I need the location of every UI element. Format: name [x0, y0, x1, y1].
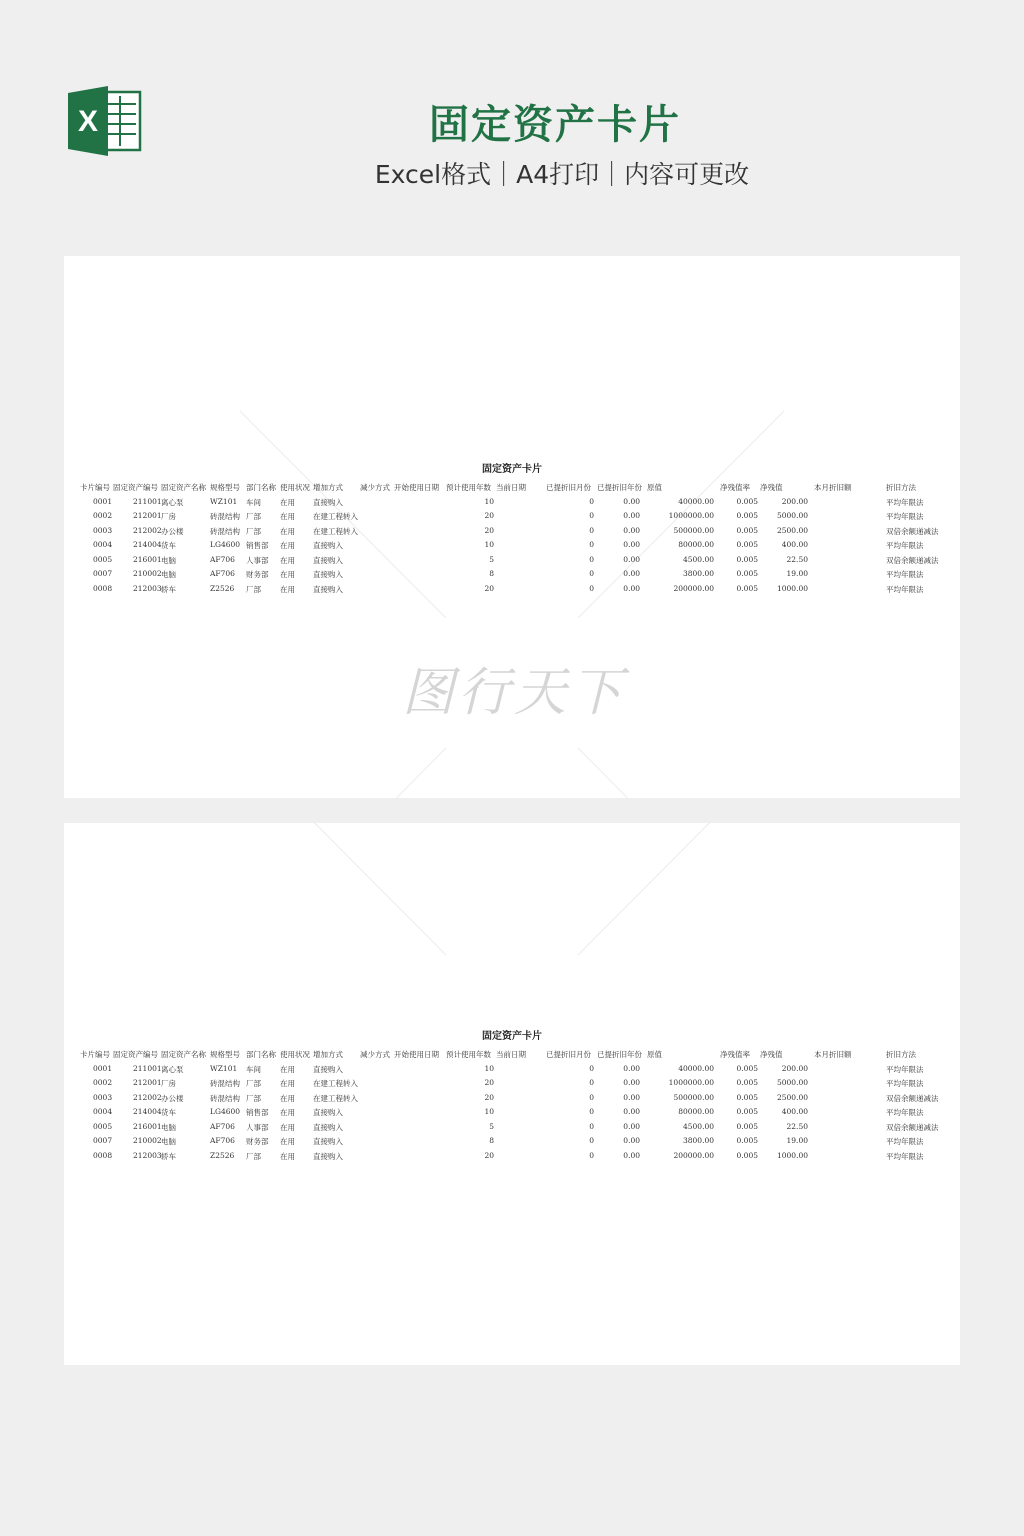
table-cell: 20 [484, 1092, 494, 1102]
column-header: 净残值 [760, 1050, 783, 1059]
table-cell: 0.00 [623, 1092, 640, 1102]
table-cell: 电脑 [161, 1137, 176, 1146]
column-header: 固定资产编号 [113, 483, 158, 492]
table-cell: 0.00 [623, 569, 640, 578]
table-cell: 直接购入 [313, 1108, 343, 1117]
table-cell: 10 [484, 1107, 494, 1116]
table-cell: 0.005 [736, 540, 758, 549]
table-cell: 0004 [93, 540, 113, 549]
table-cell: 直接购入 [313, 541, 343, 550]
table-cell: 轿车 [161, 584, 176, 594]
sheet-title: 固定资产卡片 [482, 464, 542, 475]
table-cell: Z2526 [210, 583, 235, 593]
table-cell: 办公楼 [161, 1093, 184, 1103]
table-cell: 平均年限法 [886, 1108, 924, 1117]
table-cell: 平均年限法 [886, 584, 924, 594]
table-cell: 0 [589, 496, 594, 506]
table-cell: 平均年限法 [886, 1137, 924, 1146]
table-cell: 0.005 [736, 525, 758, 535]
table-cell: 双倍余额递减法 [886, 526, 939, 536]
table-cell: 20 [484, 511, 494, 520]
table-cell: 平均年限法 [886, 497, 924, 507]
table-cell: 4500.00 [682, 554, 714, 564]
table-cell: 人事部 [246, 555, 269, 565]
table-cell: 砖混结构 [210, 512, 240, 521]
table-cell: 19.00 [786, 569, 808, 578]
table-cell: 0002 [93, 1078, 113, 1087]
table-cell: 0.005 [736, 583, 758, 593]
table-cell: 10 [484, 540, 494, 549]
column-header: 本月折旧额 [814, 1050, 852, 1059]
table-cell: 厂部 [246, 1151, 261, 1161]
column-header: 使用状况 [280, 1050, 310, 1059]
column-header: 固定资产编号 [113, 1050, 158, 1059]
column-header: 原值 [647, 1050, 662, 1059]
column-header: 规格型号 [210, 1050, 240, 1059]
table-cell: 在用 [280, 1137, 295, 1146]
table-cell: 210002 [133, 569, 162, 578]
table-cell: 双倍余额递减法 [886, 1093, 939, 1103]
table-cell: 在建工程转入 [313, 512, 358, 521]
watermark-lines [64, 823, 960, 1365]
table-cell: 在用 [280, 526, 295, 536]
table-cell: 5 [489, 554, 494, 564]
column-header: 已提折旧年份 [597, 1050, 642, 1059]
table-cell: 0 [589, 525, 594, 535]
table-cell: AF706 [210, 554, 235, 564]
table-cell: 财务部 [246, 570, 269, 579]
table-cell: 厂房 [161, 1079, 176, 1088]
table-cell: 20 [484, 1078, 494, 1087]
table-cell: 200.00 [781, 496, 808, 506]
table-cell: 5 [489, 1121, 494, 1131]
table-cell: 214004 [133, 540, 162, 549]
table-cell: 1000000.00 [668, 511, 714, 520]
table-cell: 轿车 [161, 1151, 176, 1161]
table-cell: 货车 [161, 1108, 176, 1117]
table-cell: 0.00 [623, 554, 640, 564]
table-cell: 0.005 [736, 554, 758, 564]
table-cell: 0.00 [623, 583, 640, 593]
table-cell: 10 [484, 496, 494, 506]
watermark-text: 图行天下 [401, 663, 626, 723]
table-cell: 双倍余额递减法 [886, 555, 939, 565]
table-cell: 80000.00 [678, 540, 714, 549]
column-header: 开始使用日期 [394, 1050, 439, 1059]
table-cell: 厂房 [161, 512, 176, 521]
table-cell: 200000.00 [673, 1150, 714, 1160]
table-cell: 直接购入 [313, 1122, 343, 1132]
column-header: 当前日期 [496, 483, 526, 492]
table-cell: 在建工程转入 [313, 526, 358, 536]
table-cell: 0005 [93, 554, 113, 564]
table-cell: 0.005 [736, 1121, 758, 1131]
table-cell: 40000.00 [678, 1063, 714, 1073]
table-cell: 直接购入 [313, 570, 343, 579]
table-cell: 0 [589, 1092, 594, 1102]
table-cell: 在用 [280, 541, 295, 550]
table-cell: 车间 [246, 1064, 261, 1074]
sheet-title: 固定资产卡片 [482, 1031, 542, 1042]
table-cell: 在用 [280, 1122, 295, 1132]
table-cell: 电脑 [161, 555, 176, 565]
table-cell: 212003 [133, 1150, 162, 1160]
table-cell: 直接购入 [313, 584, 343, 594]
table-cell: 0.005 [736, 1150, 758, 1160]
table-cell: 直接购入 [313, 1151, 343, 1161]
table-cell: 在用 [280, 512, 295, 521]
table-cell: 212001 [133, 1078, 162, 1087]
sheet-preview-1 [64, 256, 960, 798]
table-cell: 0001 [93, 1063, 113, 1073]
column-header: 预计使用年数 [446, 1050, 491, 1059]
table-cell: 厂部 [246, 512, 261, 521]
table-cell: 80000.00 [678, 1107, 714, 1116]
table-cell: 212002 [133, 525, 162, 535]
table-cell: 0.00 [623, 1107, 640, 1116]
column-header: 已提折旧年份 [597, 483, 642, 492]
table-cell: 0.00 [623, 1078, 640, 1087]
table-cell: AF706 [210, 1136, 235, 1145]
table-cell: 在用 [280, 1093, 295, 1103]
table-cell: WZ101 [210, 496, 238, 506]
table-cell: 40000.00 [678, 496, 714, 506]
table-cell: AF706 [210, 1121, 235, 1131]
table-cell: 0005 [93, 1121, 113, 1131]
page-subtitle: Excel格式｜A4打印｜内容可更改 [374, 160, 750, 189]
table-cell: WZ101 [210, 1063, 238, 1073]
table-cell: 在用 [280, 570, 295, 579]
column-header: 卡片编号 [80, 483, 110, 492]
table-cell: LG4600 [210, 540, 241, 549]
table-cell: 平均年限法 [886, 1064, 924, 1074]
table-cell: 平均年限法 [886, 570, 924, 579]
table-cell: 直接购入 [313, 497, 343, 507]
table-cell: 212001 [133, 511, 162, 520]
column-header: 已提折旧月份 [546, 483, 591, 492]
table-cell: 200000.00 [673, 583, 714, 593]
table-cell: 平均年限法 [886, 1151, 924, 1161]
column-header: 折旧方法 [886, 483, 916, 492]
table-cell: 办公楼 [161, 526, 184, 536]
page-title: 固定资产卡片 [429, 102, 681, 148]
table-cell: 200.00 [781, 1063, 808, 1073]
table-cell: 直接购入 [313, 1137, 343, 1146]
table-cell: 在用 [280, 555, 295, 565]
table-cell: 0.00 [623, 1063, 640, 1073]
table-cell: 0007 [93, 569, 113, 578]
column-header: 开始使用日期 [394, 483, 439, 492]
column-header: 增加方式 [313, 1050, 343, 1059]
table-cell: 在用 [280, 1151, 295, 1161]
table-cell: 211001 [133, 1063, 162, 1073]
table-cell: 0.00 [623, 496, 640, 506]
table-cell: 0.00 [623, 540, 640, 549]
table-cell: 砖混结构 [210, 526, 240, 536]
table-cell: 0008 [93, 1150, 113, 1160]
column-header: 原值 [647, 483, 662, 492]
table-cell: 210002 [133, 1136, 162, 1145]
table-cell: 0.00 [623, 1136, 640, 1145]
table-cell: 离心泵 [161, 497, 184, 507]
table-cell: 20 [484, 583, 494, 593]
table-cell: 0 [589, 1121, 594, 1131]
table-cell: 0.005 [736, 1063, 758, 1073]
table-cell: 电脑 [161, 1122, 176, 1132]
table-cell: 8 [489, 1136, 494, 1145]
column-header: 使用状况 [280, 483, 310, 492]
table-cell: 22.50 [786, 554, 808, 564]
table-cell: 3800.00 [682, 1136, 714, 1145]
table-cell: 在建工程转入 [313, 1093, 358, 1103]
table-cell: 0.00 [623, 1121, 640, 1131]
column-header: 减少方式 [360, 483, 390, 492]
column-header: 本月折旧额 [814, 483, 852, 492]
table-cell: 0 [589, 1063, 594, 1073]
table-cell: 1000000.00 [668, 1078, 714, 1087]
table-cell: LG4600 [210, 1107, 241, 1116]
table-cell: 2500.00 [776, 525, 808, 535]
table-cell: 0.005 [736, 569, 758, 578]
table-cell: 销售部 [246, 1108, 269, 1117]
column-header: 折旧方法 [886, 1050, 916, 1059]
table-cell: 10 [484, 1063, 494, 1073]
table-cell: 5000.00 [776, 1078, 808, 1087]
table-cell: 500000.00 [673, 525, 714, 535]
table-cell: 平均年限法 [886, 1079, 924, 1088]
table-cell: 货车 [161, 541, 176, 550]
table-cell: 0.005 [736, 1092, 758, 1102]
table-cell: 厂部 [246, 1079, 261, 1088]
table-cell: 0001 [93, 496, 113, 506]
column-header: 固定资产名称 [161, 483, 206, 492]
table-cell: 216001 [133, 1121, 162, 1131]
table-cell: 离心泵 [161, 1064, 184, 1074]
table-cell: 人事部 [246, 1122, 269, 1132]
column-header: 净残值率 [720, 1050, 750, 1059]
sheet-preview-2 [64, 823, 960, 1365]
table-cell: 平均年限法 [886, 541, 924, 550]
table-cell: 20 [484, 525, 494, 535]
table-cell: 砖混结构 [210, 1093, 240, 1103]
table-cell: 20 [484, 1150, 494, 1160]
table-cell: 400.00 [781, 540, 808, 549]
column-header: 净残值 [760, 483, 783, 492]
table-cell: 厂部 [246, 1093, 261, 1103]
table-cell: 0.005 [736, 496, 758, 506]
column-header: 固定资产名称 [161, 1050, 206, 1059]
table-cell: 厂部 [246, 584, 261, 594]
table-cell: 3800.00 [682, 569, 714, 578]
table-cell: 0002 [93, 511, 113, 520]
table-cell: 在用 [280, 1108, 295, 1117]
table-cell: 0004 [93, 1107, 113, 1116]
table-cell: 1000.00 [776, 1150, 808, 1160]
table-cell: 电脑 [161, 570, 176, 579]
table-cell: 214004 [133, 1107, 162, 1116]
table-cell: 厂部 [246, 526, 261, 536]
table-cell: 0008 [93, 583, 113, 593]
table-cell: 直接购入 [313, 555, 343, 565]
svg-text:X: X [77, 105, 99, 138]
table-cell: 在用 [280, 497, 295, 507]
table-cell: 0007 [93, 1136, 113, 1145]
table-cell: 0 [589, 583, 594, 593]
table-cell: 0003 [93, 1092, 113, 1102]
table-cell: 400.00 [781, 1107, 808, 1116]
column-header: 部门名称 [246, 483, 276, 492]
table-cell: 211001 [133, 496, 162, 506]
table-cell: 双倍余额递减法 [886, 1122, 939, 1132]
column-header: 增加方式 [313, 483, 343, 492]
table-cell: 4500.00 [682, 1121, 714, 1131]
column-header: 已提折旧月份 [546, 1050, 591, 1059]
table-cell: 砖混结构 [210, 1079, 240, 1088]
table-cell: Z2526 [210, 1150, 235, 1160]
table-cell: 0.005 [736, 511, 758, 520]
column-header: 当前日期 [496, 1050, 526, 1059]
table-cell: 直接购入 [313, 1064, 343, 1074]
table-cell: 0 [589, 1107, 594, 1116]
table-cell: 0 [589, 569, 594, 578]
table-cell: 0.00 [623, 525, 640, 535]
table-cell: 0 [589, 554, 594, 564]
table-cell: 0.00 [623, 1150, 640, 1160]
table-cell: 22.50 [786, 1121, 808, 1131]
table-cell: 8 [489, 569, 494, 578]
table-cell: 0003 [93, 525, 113, 535]
table-cell: 0.005 [736, 1078, 758, 1087]
table-cell: 0 [589, 1078, 594, 1087]
table-cell: 车间 [246, 497, 261, 507]
column-header: 规格型号 [210, 483, 240, 492]
table-cell: 在用 [280, 1064, 295, 1074]
table-cell: 0 [589, 511, 594, 520]
table-cell: 216001 [133, 554, 162, 564]
column-header: 净残值率 [720, 483, 750, 492]
table-cell: 在用 [280, 1079, 295, 1088]
table-cell: 0.00 [623, 511, 640, 520]
table-cell: 2500.00 [776, 1092, 808, 1102]
table-cell: AF706 [210, 569, 235, 578]
table-cell: 5000.00 [776, 511, 808, 520]
table-cell: 0 [589, 540, 594, 549]
table-cell: 0 [589, 1136, 594, 1145]
table-cell: 在用 [280, 584, 295, 594]
column-header: 部门名称 [246, 1050, 276, 1059]
table-cell: 0 [589, 1150, 594, 1160]
table-cell: 19.00 [786, 1136, 808, 1145]
table-cell: 销售部 [246, 541, 269, 550]
table-cell: 在建工程转入 [313, 1079, 358, 1088]
table-cell: 财务部 [246, 1137, 269, 1146]
column-header: 减少方式 [360, 1050, 390, 1059]
table-cell: 212002 [133, 1092, 162, 1102]
column-header: 预计使用年数 [446, 483, 491, 492]
column-header: 卡片编号 [80, 1050, 110, 1059]
table-cell: 0.005 [736, 1107, 758, 1116]
table-cell: 1000.00 [776, 583, 808, 593]
table-cell: 平均年限法 [886, 512, 924, 521]
table-cell: 500000.00 [673, 1092, 714, 1102]
table-cell: 212003 [133, 583, 162, 593]
table-cell: 0.005 [736, 1136, 758, 1145]
